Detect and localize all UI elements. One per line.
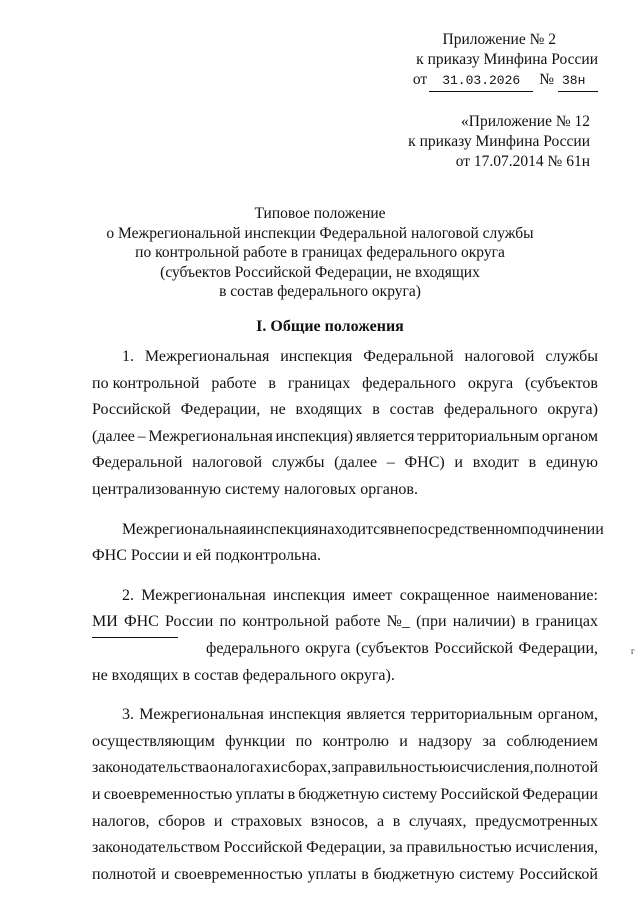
word: по xyxy=(295,732,313,750)
word: (субъектов xyxy=(524,374,598,392)
word: по xyxy=(219,613,237,631)
word: инспекция) xyxy=(275,427,354,445)
order-number: 38н xyxy=(558,71,598,92)
word: налогов, xyxy=(92,812,150,830)
word: правильностью xyxy=(406,839,512,857)
word: является xyxy=(355,427,415,445)
word: федерального xyxy=(443,401,538,419)
word: – xyxy=(386,454,395,472)
word: является xyxy=(346,706,406,724)
word: 3. xyxy=(122,706,134,724)
word: предусмотренных xyxy=(475,812,598,830)
word: органом xyxy=(541,427,598,445)
word: случаях, xyxy=(408,812,467,830)
word: а xyxy=(376,812,385,830)
text-line xyxy=(92,862,598,889)
word: наименование: xyxy=(496,586,598,604)
word: Межрегиональная xyxy=(144,348,270,365)
word: МИ xyxy=(92,613,118,631)
word: за xyxy=(389,839,403,857)
text-line xyxy=(122,344,598,371)
word: систему xyxy=(459,865,515,883)
word: своевременностью xyxy=(174,865,303,883)
text-line xyxy=(92,397,598,424)
word: в xyxy=(528,454,537,472)
word: №_ xyxy=(386,613,410,631)
word: – xyxy=(137,427,146,445)
margin-mark: г xyxy=(631,646,635,656)
word: сборах, xyxy=(280,759,332,777)
word: за xyxy=(331,759,345,777)
word: ФНС) xyxy=(404,454,445,472)
from-label: от xyxy=(412,71,428,88)
word: Федеральной xyxy=(363,348,454,365)
word: в xyxy=(361,865,369,883)
word: округа xyxy=(305,639,351,657)
word: надзору xyxy=(418,732,473,750)
word: находится xyxy=(318,520,388,538)
word: Федерации xyxy=(522,785,598,803)
previous-attachment-date: от 17.07.2014 № 61н xyxy=(455,153,590,170)
previous-attachment-number: «Приложение № 12 xyxy=(461,113,590,130)
text-line xyxy=(92,809,598,836)
section-heading: I. Общие положения xyxy=(256,318,404,335)
word: исчисления, xyxy=(451,759,534,777)
word: 1. xyxy=(122,348,134,365)
word: налогах xyxy=(217,759,272,777)
word: инспекция xyxy=(273,586,346,604)
word: своевременностью xyxy=(103,785,233,803)
word: единую xyxy=(545,454,598,472)
word: и xyxy=(399,732,408,750)
paragraph-last-line: ФНС России и ей подконтрольна. xyxy=(92,547,322,565)
word: не xyxy=(270,401,286,419)
text-line xyxy=(92,450,598,477)
text-line xyxy=(92,835,598,862)
word: Федерации, xyxy=(180,401,261,419)
word: в xyxy=(268,374,276,392)
title-line: о Межрегиональной инспекции Федеральной налоговой службы xyxy=(106,224,534,242)
text-line xyxy=(92,729,598,756)
order-date: 31.03.2026 xyxy=(429,71,533,92)
previous-attachment xyxy=(380,112,590,172)
word: территориальным xyxy=(417,427,540,445)
text-line xyxy=(92,636,598,663)
title-line: (субъектов Российской Федерации, не входящих xyxy=(160,263,480,281)
word: в xyxy=(387,520,396,538)
word: Российской xyxy=(223,839,303,857)
paragraph-last-line: не входящих в состав федерального округа). xyxy=(92,666,395,684)
word: бюджетную xyxy=(298,785,380,803)
word: работе xyxy=(211,374,257,392)
paragraph-2 xyxy=(92,517,604,570)
word: бюджетную xyxy=(373,865,455,883)
word: России xyxy=(165,613,214,631)
word: границах xyxy=(535,613,598,631)
word: входящих xyxy=(295,401,363,419)
word: Федерации, xyxy=(518,639,598,657)
word: функции xyxy=(225,732,286,750)
paragraph-4 xyxy=(92,702,598,888)
text-line xyxy=(92,371,598,398)
word: (далее xyxy=(334,454,378,472)
document-body xyxy=(92,344,604,888)
word: исчисления, xyxy=(515,839,598,857)
word: округа) xyxy=(547,401,598,419)
text-line xyxy=(122,517,604,544)
word: федерального xyxy=(362,374,456,392)
word: уплаты xyxy=(235,785,285,803)
word: Российской xyxy=(440,785,520,803)
word: наличии) xyxy=(452,613,516,631)
word: непосредственном xyxy=(395,520,522,538)
previous-attachment-order-ref: к приказу Минфина России xyxy=(408,133,590,150)
word: 2. xyxy=(122,586,134,604)
word: входит xyxy=(472,454,519,472)
word: за xyxy=(482,732,497,750)
word: полнотой xyxy=(92,865,157,883)
text-line xyxy=(122,702,598,729)
word: Межрегиональная xyxy=(122,520,247,538)
word: и xyxy=(160,865,170,883)
word: Межрегиональная xyxy=(141,586,266,604)
attachment-number: Приложение № 2 xyxy=(442,31,556,48)
word: осуществляющим xyxy=(92,732,215,750)
word: службы xyxy=(271,454,325,472)
word: Межрегиональная xyxy=(148,427,273,445)
word: состав xyxy=(389,401,435,419)
word: органом, xyxy=(537,706,598,724)
word: контролю xyxy=(322,732,389,750)
paragraph-1 xyxy=(92,344,598,504)
paragraph-last-line: централизованную систему налоговых органов. xyxy=(92,480,418,498)
text-line xyxy=(92,424,598,451)
fill-in-blank xyxy=(92,636,178,638)
text-line xyxy=(92,755,598,782)
word: и xyxy=(213,812,223,830)
title-line: в состав федерального округа) xyxy=(219,283,421,300)
word: Федерации, xyxy=(306,839,386,857)
word: инспекция xyxy=(280,348,353,365)
word: в xyxy=(287,785,296,803)
word: правильностью xyxy=(345,759,451,777)
word: налоговой xyxy=(192,454,263,472)
word: страховых xyxy=(231,812,303,830)
word: законодательства xyxy=(92,759,210,777)
word: в xyxy=(521,613,530,631)
paragraph-3 xyxy=(92,583,598,689)
title-line: по контрольной работе в границах федерального округа xyxy=(135,244,505,261)
word: округа xyxy=(467,374,514,392)
attachment-order-ref: к приказу Минфина России xyxy=(416,51,598,68)
document-title xyxy=(100,204,540,302)
attachment-header xyxy=(398,30,598,92)
word: Российской xyxy=(434,639,514,657)
word: федерального xyxy=(206,639,300,657)
word: и xyxy=(92,785,101,803)
number-label: № xyxy=(539,71,554,88)
word: территориальным xyxy=(410,706,533,724)
word: систему xyxy=(382,785,438,803)
word: работе xyxy=(335,613,381,631)
word: законодательством xyxy=(92,839,221,857)
word: имеет xyxy=(352,586,393,604)
word: Российской xyxy=(92,401,171,419)
word: налоговой xyxy=(464,348,535,365)
word: о xyxy=(209,759,218,777)
attachment-date-line xyxy=(398,70,598,92)
word: (субъектов xyxy=(355,639,429,657)
word: взносов, xyxy=(310,812,369,830)
word: и xyxy=(271,759,281,777)
word: Межрегиональная xyxy=(139,706,264,724)
word: Федеральной xyxy=(92,454,183,472)
title-line: Типовое положение xyxy=(254,205,386,222)
word: контрольной xyxy=(242,613,330,631)
word: в xyxy=(392,812,401,830)
text-line xyxy=(122,583,598,610)
word: Российской xyxy=(519,865,598,883)
word: инспекция xyxy=(246,520,319,538)
text-line xyxy=(92,609,598,636)
word: сокращенное xyxy=(399,586,490,604)
word: службы xyxy=(545,348,598,365)
word: уплаты xyxy=(307,865,357,883)
word: (при xyxy=(416,613,447,631)
word: в xyxy=(372,401,380,419)
word: (далее xyxy=(92,427,135,445)
word: границах xyxy=(287,374,351,392)
word: инспекция xyxy=(269,706,342,724)
word: и xyxy=(454,454,463,472)
word: по контрольной xyxy=(92,374,200,392)
word: подчинении xyxy=(521,520,604,538)
word: сборов xyxy=(158,812,206,830)
word: полнотой xyxy=(533,759,598,777)
word: соблюдением xyxy=(506,732,598,750)
word: ФНС xyxy=(123,613,159,631)
text-line xyxy=(92,782,598,809)
